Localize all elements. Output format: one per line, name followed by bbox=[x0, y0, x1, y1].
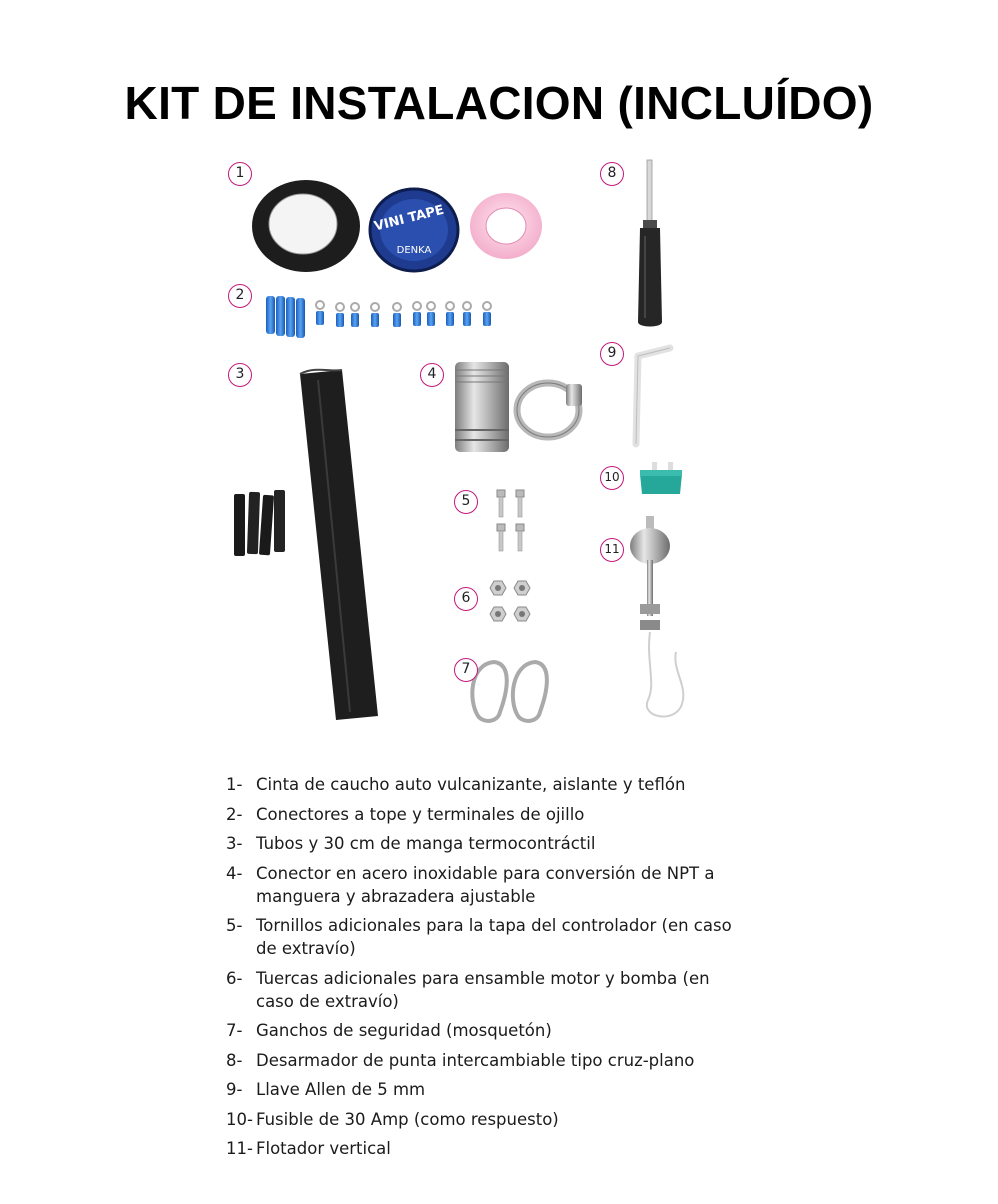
list-item bbox=[226, 1078, 746, 1101]
ring-terminals bbox=[316, 301, 491, 327]
list-item bbox=[226, 832, 746, 855]
tape-maker-text: DENKA bbox=[396, 245, 432, 256]
item-text: Fusible de 30 Amp (como respuesto) bbox=[256, 1109, 559, 1129]
list-item bbox=[226, 1019, 746, 1042]
list-item bbox=[226, 1108, 746, 1131]
item-text: Conectores a tope y terminales de ojillo bbox=[256, 804, 585, 824]
teflon-tape-roll bbox=[470, 193, 542, 259]
heat-shrink-sleeve bbox=[300, 370, 378, 720]
badge-6: 6 bbox=[454, 587, 478, 611]
heat-shrink-tubes bbox=[234, 490, 285, 556]
float-switch bbox=[630, 516, 683, 716]
list-item bbox=[226, 773, 746, 796]
screws bbox=[497, 490, 524, 551]
item-number: 10- bbox=[226, 1109, 253, 1129]
badge-4: 4 bbox=[420, 363, 444, 387]
badge-7: 7 bbox=[454, 658, 478, 682]
item-number: 2- bbox=[226, 804, 243, 824]
page-title: KIT DE INSTALACION (INCLUÍDO) bbox=[124, 77, 874, 129]
badge-2: 2 bbox=[228, 284, 252, 308]
badge-3: 3 bbox=[228, 363, 252, 387]
item-number: 4- bbox=[226, 863, 243, 883]
badge-8: 8 bbox=[600, 162, 624, 186]
item-number: 6- bbox=[226, 968, 243, 988]
item-number: 11- bbox=[226, 1139, 253, 1158]
item-text: Cinta de caucho auto vulcanizante, aislante y teflón bbox=[256, 775, 686, 794]
list-item bbox=[226, 967, 746, 1013]
item-text: Desarmador de punta intercambiable tipo cruz-plano bbox=[256, 1050, 695, 1070]
screwdriver bbox=[638, 160, 662, 327]
item-text: Ganchos de seguridad (mosquetón) bbox=[256, 1021, 552, 1040]
item-number: 8- bbox=[226, 1050, 243, 1070]
butt-connectors bbox=[266, 296, 305, 338]
badge-5: 5 bbox=[454, 490, 478, 514]
item-number: 7- bbox=[226, 1021, 243, 1040]
badge-10: 10 bbox=[600, 466, 624, 490]
item-number: 5- bbox=[226, 916, 243, 935]
item-text: Tuercas adicionales para ensamble motor y bomba (en caso de extravío) bbox=[256, 968, 710, 1011]
list-item bbox=[226, 862, 746, 908]
badge-11: 11 bbox=[600, 538, 624, 562]
item-number: 3- bbox=[226, 834, 243, 853]
tape-brand-text: VINI TAPE bbox=[372, 202, 446, 235]
item-number: 9- bbox=[226, 1080, 243, 1099]
item-text: Tornillos adicionales para la tapa del controlador (en caso de extravío) bbox=[256, 916, 732, 958]
list-item bbox=[226, 914, 746, 960]
parts-list bbox=[226, 773, 746, 1167]
list-item bbox=[226, 803, 746, 826]
list-item bbox=[226, 1137, 746, 1160]
item-text: Flotador vertical bbox=[256, 1139, 391, 1158]
item-number: 1- bbox=[226, 775, 243, 794]
hose-adapter bbox=[455, 362, 509, 452]
item-text: Conector en acero inoxidable para conversión de NPT a manguera y abrazadera ajustable bbox=[256, 863, 715, 906]
list-item bbox=[226, 1049, 746, 1072]
fuse bbox=[640, 462, 682, 494]
allen-key bbox=[636, 348, 670, 444]
badge-1: 1 bbox=[228, 162, 252, 186]
badge-9: 9 bbox=[600, 342, 624, 366]
hose-clamp bbox=[517, 383, 582, 437]
electrical-tape-roll bbox=[370, 189, 458, 271]
nuts bbox=[490, 581, 530, 621]
rubber-tape-roll bbox=[252, 180, 360, 272]
carabiners bbox=[472, 662, 547, 721]
item-text: Tubos y 30 cm de manga termocontráctil bbox=[256, 834, 596, 853]
item-text: Llave Allen de 5 mm bbox=[256, 1080, 426, 1099]
